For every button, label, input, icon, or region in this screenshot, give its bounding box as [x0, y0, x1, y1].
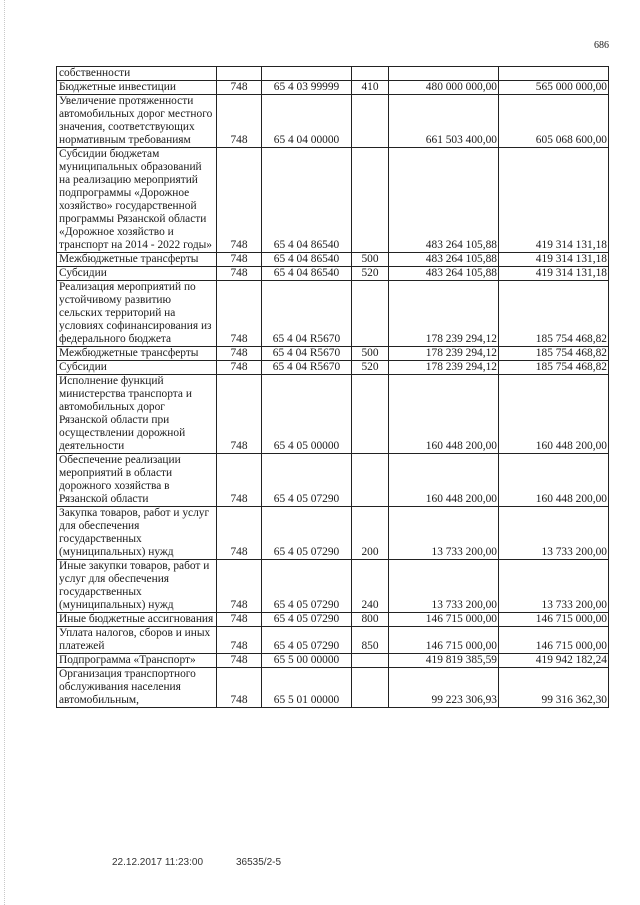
expense-type-cell: 500: [352, 347, 389, 361]
ved-code-cell: 748: [217, 507, 262, 560]
ved-code-cell: 748: [217, 253, 262, 267]
row-name-cell: Реализация мероприятий по устойчивому развитию сельских территорий на условиях софинансирования из федерального бюджета: [57, 281, 217, 347]
amount-year1-cell: 99 223 306,93: [389, 668, 499, 708]
row-name-cell: Субсидии бюджетам муниципальных образований на реализацию мероприятий подпрограммы «Дорожное хозяйство» государственной программы Рязанской области «Дорожное хозяйство и транспорт на 2014 - 2022 годы»: [57, 148, 217, 253]
footer-timestamp: 22.12.2017 11:23:00: [112, 857, 204, 868]
expense-type-cell: 500: [352, 253, 389, 267]
amount-year1-cell: 160 448 200,00: [389, 375, 499, 454]
row-name-cell: Субсидии: [57, 361, 217, 375]
amount-year2-cell: 185 754 468,82: [499, 281, 609, 347]
row-name-cell: Межбюджетные трансферты: [57, 253, 217, 267]
target-article-cell: 65 4 05 07290: [262, 560, 352, 613]
table-row: [57, 454, 609, 507]
target-article-cell: 65 4 04 86540: [262, 253, 352, 267]
ved-code-cell: 748: [217, 148, 262, 253]
amount-year2-cell: 160 448 200,00: [499, 375, 609, 454]
table-row: [57, 253, 609, 267]
amount-year1-cell: 160 448 200,00: [389, 454, 499, 507]
expense-type-cell: 800: [352, 613, 389, 627]
amount-year2-cell: 146 715 000,00: [499, 627, 609, 654]
amount-year2-cell: 605 068 600,00: [499, 95, 609, 148]
amount-year2-cell: 565 000 000,00: [499, 81, 609, 95]
target-article-cell: 65 4 04 86540: [262, 148, 352, 253]
table-row: [57, 148, 609, 253]
target-article-cell: 65 4 03 99999: [262, 81, 352, 95]
amount-year1-cell: 13 733 200,00: [389, 560, 499, 613]
row-name-cell: собственности: [57, 67, 217, 81]
amount-year2-cell: 13 733 200,00: [499, 507, 609, 560]
row-name-cell: Организация транспортного обслуживания населения автомобильным,: [57, 668, 217, 708]
expense-type-cell: 410: [352, 81, 389, 95]
expense-type-cell: [352, 654, 389, 668]
amount-year1-cell: 419 819 385,59: [389, 654, 499, 668]
row-name-cell: Субсидии: [57, 267, 217, 281]
amount-year1-cell: 146 715 000,00: [389, 613, 499, 627]
amount-year1-cell: 483 264 105,88: [389, 253, 499, 267]
ved-code-cell: 748: [217, 560, 262, 613]
expense-type-cell: 520: [352, 361, 389, 375]
amount-year2-cell: 185 754 468,82: [499, 361, 609, 375]
expense-type-cell: [352, 454, 389, 507]
target-article-cell: 65 4 04 86540: [262, 267, 352, 281]
ved-code-cell: 748: [217, 95, 262, 148]
row-name-cell: Межбюджетные трансферты: [57, 347, 217, 361]
target-article-cell: 65 4 04 00000: [262, 95, 352, 148]
ved-code-cell: 748: [217, 81, 262, 95]
table-row: [57, 507, 609, 560]
row-name-cell: Увеличение протяженности автомобильных дорог местного значения, соответствующих нормативным требованиям: [57, 95, 217, 148]
table-row: [57, 281, 609, 347]
row-name-cell: Бюджетные инвестиции: [57, 81, 217, 95]
amount-year1-cell: 13 733 200,00: [389, 507, 499, 560]
amount-year2-cell: [499, 67, 609, 81]
amount-year1-cell: [389, 67, 499, 81]
footer-doc-code: 36535/2-5: [236, 857, 282, 868]
amount-year1-cell: 483 264 105,88: [389, 148, 499, 253]
amount-year1-cell: 178 239 294,12: [389, 361, 499, 375]
expense-type-cell: 200: [352, 507, 389, 560]
amount-year2-cell: 13 733 200,00: [499, 560, 609, 613]
expense-type-cell: 520: [352, 267, 389, 281]
table-row: [57, 267, 609, 281]
row-name-cell: Закупка товаров, работ и услуг для обеспечения государственных (муниципальных) нужд: [57, 507, 217, 560]
ved-code-cell: 748: [217, 668, 262, 708]
target-article-cell: 65 5 01 00000: [262, 668, 352, 708]
table-row: [57, 668, 609, 708]
amount-year2-cell: 419 314 131,18: [499, 148, 609, 253]
ved-code-cell: 748: [217, 347, 262, 361]
expense-type-cell: [352, 375, 389, 454]
amount-year1-cell: 178 239 294,12: [389, 347, 499, 361]
expense-type-cell: [352, 281, 389, 347]
expense-type-cell: [352, 668, 389, 708]
table-row: [57, 654, 609, 668]
ved-code-cell: 748: [217, 361, 262, 375]
ved-code-cell: 748: [217, 627, 262, 654]
amount-year1-cell: 483 264 105,88: [389, 267, 499, 281]
row-name-cell: Исполнение функций министерства транспорта и автомобильных дорог Рязанской области при осуществлении дорожной деятельности: [57, 375, 217, 454]
amount-year2-cell: 160 448 200,00: [499, 454, 609, 507]
ved-code-cell: 748: [217, 654, 262, 668]
ved-code-cell: 748: [217, 454, 262, 507]
scan-edge-line: [4, 0, 5, 905]
table-row: [57, 627, 609, 654]
expense-type-cell: [352, 67, 389, 81]
table-row: [57, 375, 609, 454]
amount-year1-cell: 661 503 400,00: [389, 95, 499, 148]
table-row: [57, 67, 609, 81]
amount-year1-cell: 146 715 000,00: [389, 627, 499, 654]
target-article-cell: 65 4 04 R5670: [262, 361, 352, 375]
ved-code-cell: 748: [217, 375, 262, 454]
amount-year1-cell: 480 000 000,00: [389, 81, 499, 95]
table-row: [57, 613, 609, 627]
expense-type-cell: 850: [352, 627, 389, 654]
table-row: [57, 560, 609, 613]
target-article-cell: [262, 67, 352, 81]
target-article-cell: 65 4 05 07290: [262, 454, 352, 507]
page-number: 686: [594, 40, 609, 51]
budget-table: [56, 66, 609, 708]
target-article-cell: 65 5 00 00000: [262, 654, 352, 668]
target-article-cell: 65 4 04 R5670: [262, 347, 352, 361]
expense-type-cell: [352, 95, 389, 148]
expense-type-cell: [352, 148, 389, 253]
amount-year1-cell: 178 239 294,12: [389, 281, 499, 347]
table-row: [57, 95, 609, 148]
ved-code-cell: 748: [217, 281, 262, 347]
row-name-cell: Иные бюджетные ассигнования: [57, 613, 217, 627]
amount-year2-cell: 419 314 131,18: [499, 267, 609, 281]
target-article-cell: 65 4 05 00000: [262, 375, 352, 454]
amount-year2-cell: 185 754 468,82: [499, 347, 609, 361]
amount-year2-cell: 419 314 131,18: [499, 253, 609, 267]
ved-code-cell: 748: [217, 267, 262, 281]
table-row: [57, 361, 609, 375]
row-name-cell: Обеспечение реализации мероприятий в области дорожного хозяйства в Рязанской области: [57, 454, 217, 507]
row-name-cell: Уплата налогов, сборов и иных платежей: [57, 627, 217, 654]
table-row: [57, 347, 609, 361]
target-article-cell: 65 4 05 07290: [262, 613, 352, 627]
target-article-cell: 65 4 05 07290: [262, 627, 352, 654]
expense-type-cell: 240: [352, 560, 389, 613]
ved-code-cell: 748: [217, 613, 262, 627]
row-name-cell: Подпрограмма «Транспорт»: [57, 654, 217, 668]
target-article-cell: 65 4 04 R5670: [262, 281, 352, 347]
budget-table-body: [57, 67, 609, 708]
table-row: [57, 81, 609, 95]
amount-year2-cell: 99 316 362,30: [499, 668, 609, 708]
target-article-cell: 65 4 05 07290: [262, 507, 352, 560]
row-name-cell: Иные закупки товаров, работ и услуг для обеспечения государственных (муниципальных) нужд: [57, 560, 217, 613]
ved-code-cell: [217, 67, 262, 81]
amount-year2-cell: 419 942 182,24: [499, 654, 609, 668]
amount-year2-cell: 146 715 000,00: [499, 613, 609, 627]
